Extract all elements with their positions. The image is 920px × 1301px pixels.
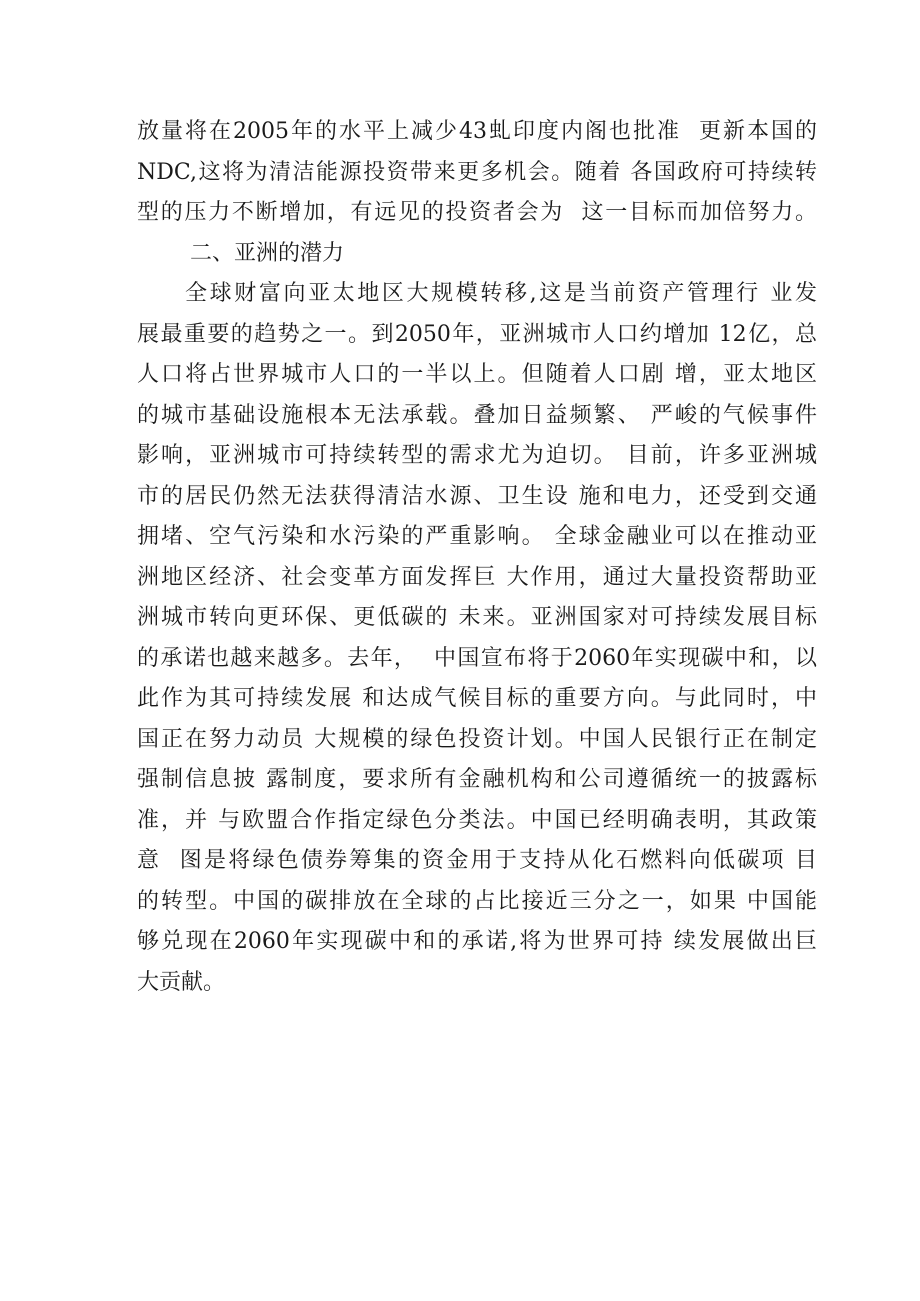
text-line: 洲地区经济、社会变革方面发挥巨 大作用，通过大量投资帮助亚 [137, 564, 817, 590]
section-heading: 二、亚洲的潜力 [190, 240, 345, 266]
text-line: NDC,这将为清洁能源投资带来更多机会。随着 各国政府可持续转 [137, 159, 817, 185]
text-line: 此作为其可持续发展 和达成气候目标的重要方向。与此同时，中 [137, 686, 817, 711]
text-line: 展最重要的趋势之一。到2050年，亚洲城市人口约增加 12亿，总 [137, 321, 817, 347]
text-line: 全球财富向亚太地区大规模转移,这是当前资产管理行 业发 [185, 281, 817, 306]
text-line: 意 图是将绿色债券筹集的资金用于支持从化石燃料向低碳项 目 [137, 848, 817, 873]
text-line: 型的压力不断增加，有远见的投资者会为 这一目标而加倍努力。 [137, 200, 817, 225]
text-line: 够兑现在2060年实现碳中和的承诺,将为世界可持 续发展做出巨 [137, 929, 817, 954]
document-body [137, 112, 817, 1003]
text-line: 放量将在2005年的水平上减少43虬印度内阁也批准 更新本国的 [137, 119, 817, 144]
text-line: 拥堵、空气污染和水污染的严重影响。 全球金融业可以在推动亚 [137, 524, 817, 549]
text-line: 的承诺也越来越多。去年， 中国宣布将于2060年实现碳中和，以 [137, 645, 817, 671]
text-line: 大贡献。 [137, 969, 226, 995]
text-line: 人口将占世界城市人口的一半以上。但随着人口剧 增，亚太地区 [137, 362, 817, 387]
text-line: 洲城市转向更环保、更低碳的 未来。亚洲国家对可持续发展目标 [137, 605, 817, 630]
text-line: 强制信息披 露制度，要求所有金融机构和公司遵循统一的披露标 [137, 767, 817, 792]
text-line: 市的居民仍然无法获得清洁水源、卫生设 施和电力，还受到交通 [137, 483, 817, 509]
text-line: 准，并 与欧盟合作指定绿色分类法。中国已经明确表明，其政策 [137, 807, 817, 833]
text-line: 的转型。中国的碳排放在全球的占比接近三分之一，如果 中国能 [137, 888, 817, 914]
text-line: 国正在努力动员 大规模的绿色投资计划。中国人民银行正在制定 [137, 726, 817, 752]
text-line: 影响，亚洲城市可持续转型的需求尤为迫切。 目前，许多亚洲城 [137, 443, 817, 468]
paragraph-intro [137, 112, 817, 234]
text-line: 的城市基础设施根本无法承载。叠加日益频繁、 严峻的气候事件 [137, 402, 817, 428]
paragraph-asia-potential [137, 274, 817, 1003]
